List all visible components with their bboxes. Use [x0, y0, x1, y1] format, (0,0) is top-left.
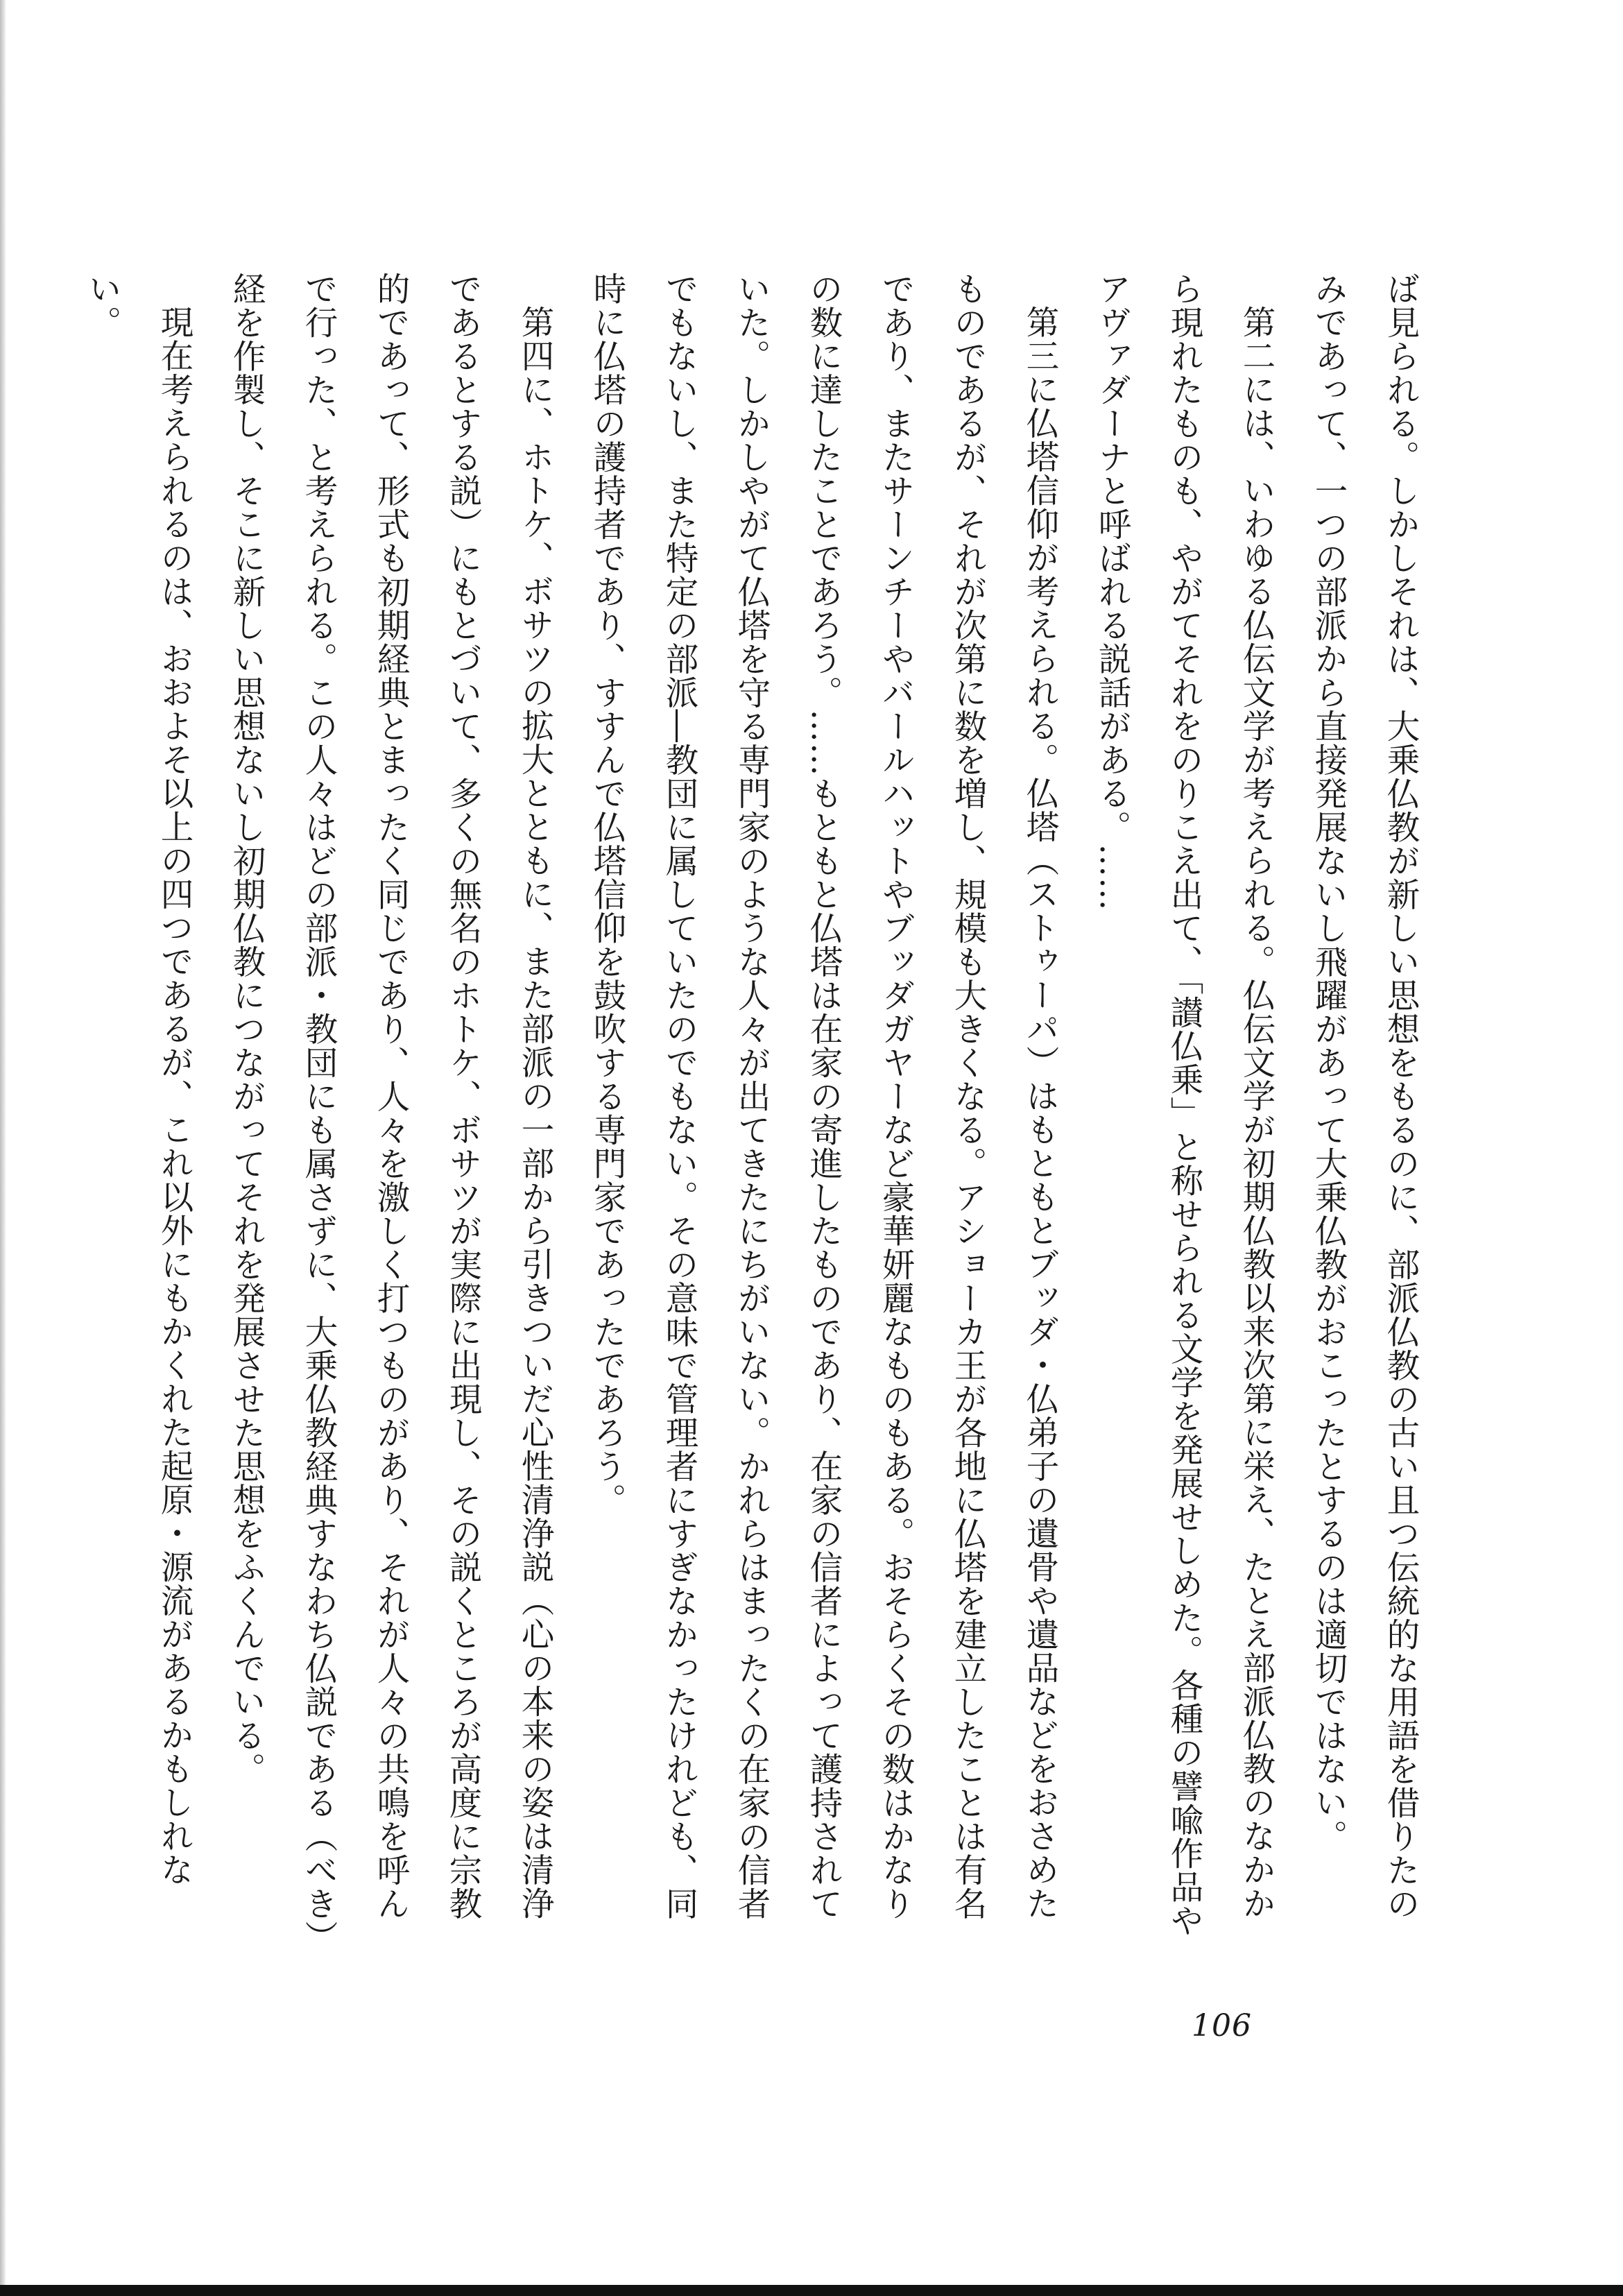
paragraph-second: 第二には、いわゆる仏伝文学が考えられる。仏伝文学が初期仏教以来次第に栄え、たとえ部派仏教のなかから現れたものも、やがてそれをのりこえ出て、「讃仏乗」と称せられる文学を発展せしめた。各種の譬喩作品やアヴァダーナと呼ばれる説話がある。……	[1092, 272, 1275, 1938]
paragraph-fourth: 第四に、ホトケ、ボサツの拡大とともに、また部派の一部から引きついだ心性清浄説（心の本来の姿は清浄であるとする説）にもとづいて、多くの無名のホトケ、ボサツが実際に出現し、その説くところが高度に宗教的であって、形式も初期経典とまったく同じであり、人々を激しく打つものがあり、それが人々の共鳴を呼んで行った、と考えられる。この人々はどの部派・教団にも属さずに、大乗仏教経典すなわち仏説である（べき）経を作製し、そこに新しい思想ないし初期仏教につながってそれを発展させた思想をふくんでいる。	[227, 272, 553, 1938]
page-number: 106	[1192, 2008, 1252, 2044]
paragraph-third: 第三に仏塔信仰が考えられる。仏塔（ストゥーパ）はもともとブッダ・仏弟子の遺骨や遺品などをおさめたものであるが、それが次第に数を増し、規模も大きくなる。アショーカ王が各地に仏塔を建立したことは有名であり、またサーンチーやバールハットやブッダガヤーなど豪華妍麗なものもある。おそらくその数はかなりの数に達したことであろう。……もともと仏塔は在家の寄進したものであり、在家の信者によって護持されていた。しかしやがて仏塔を守る専門家のような人々が出てきたにちがいない。かれらはまったくの在家の信者でもないし、また特定の部派―教団に属していたのでもない。その意味で管理者にすぎなかったけれども、同時に仏塔の護持者であり、すすんで仏塔信仰を鼓吹する専門家であったであろう。	[587, 272, 1058, 1921]
scan-edge	[0, 0, 6, 2296]
paragraph-summary: 現在考えられるのは、おおよそ以上の四つであるが、これ以外にもかくれた起原・源流があるかもしれない。	[83, 272, 193, 1887]
body-text	[65, 272, 1436, 1951]
paragraph-continuation: ば見られる。しかしそれは、大乗仏教が新しい思想をもるのに、部派仏教の古い且つ伝統的な用語を借りたのみであって、一つの部派から直接発展ないし飛躍があって大乗仏教がおこったとするのは適切ではない。	[1309, 272, 1419, 1921]
scan-bottom-edge	[0, 2285, 1623, 2296]
